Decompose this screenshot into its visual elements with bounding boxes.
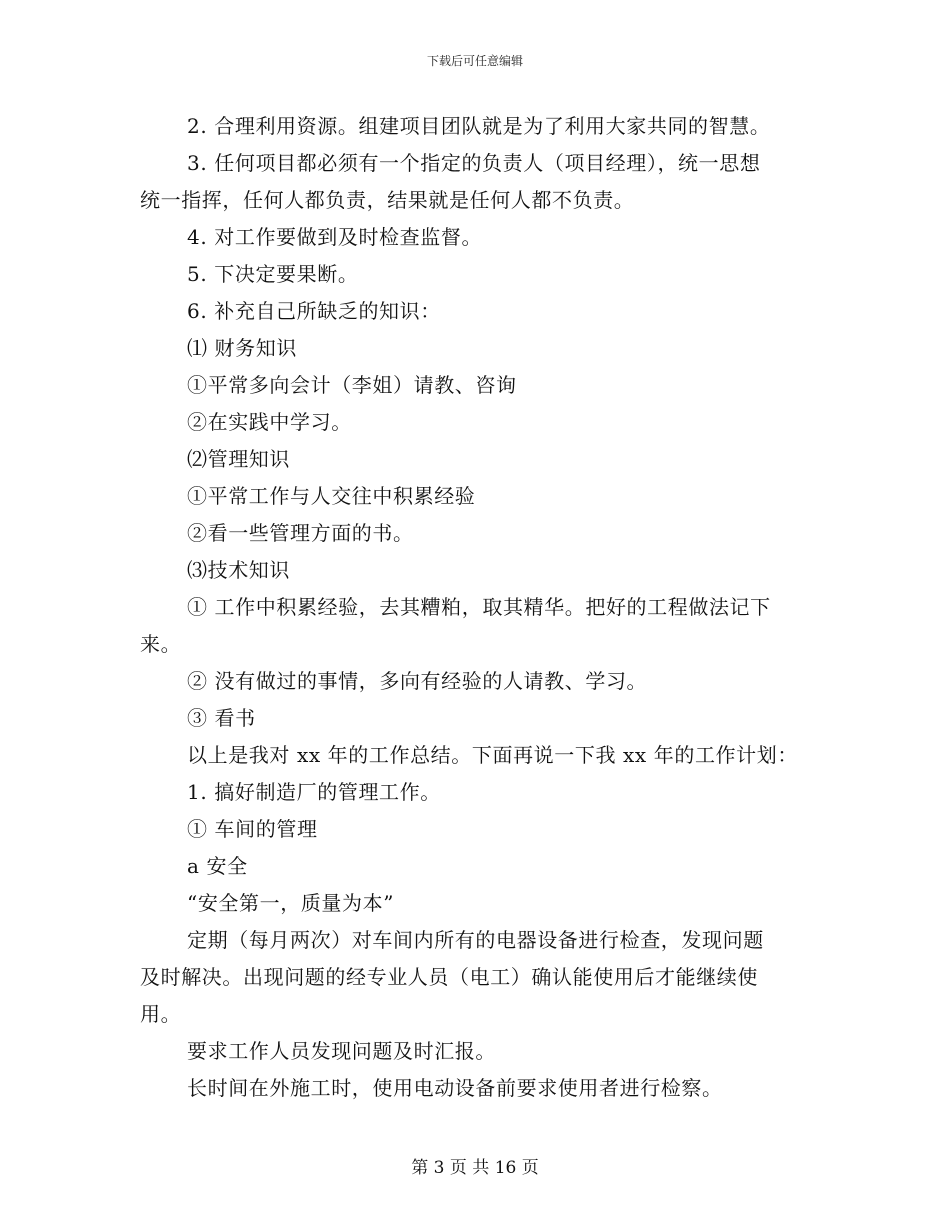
text-line: ①平常工作与人交往中积累经验 (187, 484, 476, 508)
text-line: 统一指挥，任何人都负责，结果就是任何人都不负责。 (140, 188, 635, 212)
text-line: 长时间在外施工时，使用电动设备前要求使用者进行检察。 (187, 1076, 723, 1100)
text-line: ②在实践中学习。 (187, 410, 352, 434)
text-line: ⑴ 财务知识 (187, 336, 297, 360)
text-line: 及时解决。出现问题的经专业人员（电工）确认能使用后才能继续使 (140, 965, 758, 989)
text-line: ①平常多向会计（李姐）请教、咨询 (187, 373, 517, 397)
text-line: 5. 下决定要果断。 (187, 262, 359, 286)
text-line: 1. 搞好制造厂的管理工作。 (187, 780, 441, 804)
text-line: ① 工作中积累经验，去其糟粕，取其精华。把好的工程做法记下 (187, 595, 771, 619)
page-footer: 第 3 页 共 16 页 (411, 1158, 539, 1178)
text-line: ② 没有做过的事情，多向有经验的人请教、学习。 (187, 669, 648, 693)
text-line: 以上是我对 xx 年的工作总结。下面再说一下我 xx 年的工作计划： (187, 743, 798, 767)
document-body (140, 108, 808, 1107)
text-line: 2. 合理利用资源。组建项目团队就是为了利用大家共同的智慧。 (187, 114, 771, 138)
text-line: ⑶技术知识 (187, 558, 290, 582)
text-line: “安全第一，质量为本” (187, 891, 395, 915)
text-line: ③ 看书 (187, 706, 256, 730)
text-line: ⑵管理知识 (187, 447, 290, 471)
text-line: a 安全 (187, 854, 248, 878)
text-line: 4. 对工作要做到及时检查监督。 (187, 225, 483, 249)
text-line: 要求工作人员发现问题及时汇报。 (187, 1039, 496, 1063)
page-header: 下载后可任意编辑 (426, 54, 523, 68)
text-line: 用。 (140, 1002, 182, 1026)
text-line: ① 车间的管理 (187, 817, 318, 841)
text-line: 3. 任何项目都必须有一个指定的负责人（项目经理），统一思想 (187, 151, 761, 175)
text-line: ②看一些管理方面的书。 (187, 521, 414, 545)
text-line: 定期（每月两次）对车间内所有的电器设备进行检查，发现问题 (187, 928, 764, 952)
text-line: 6. 补充自己所缺乏的知识： (187, 299, 441, 323)
text-line: 来。 (140, 632, 182, 656)
